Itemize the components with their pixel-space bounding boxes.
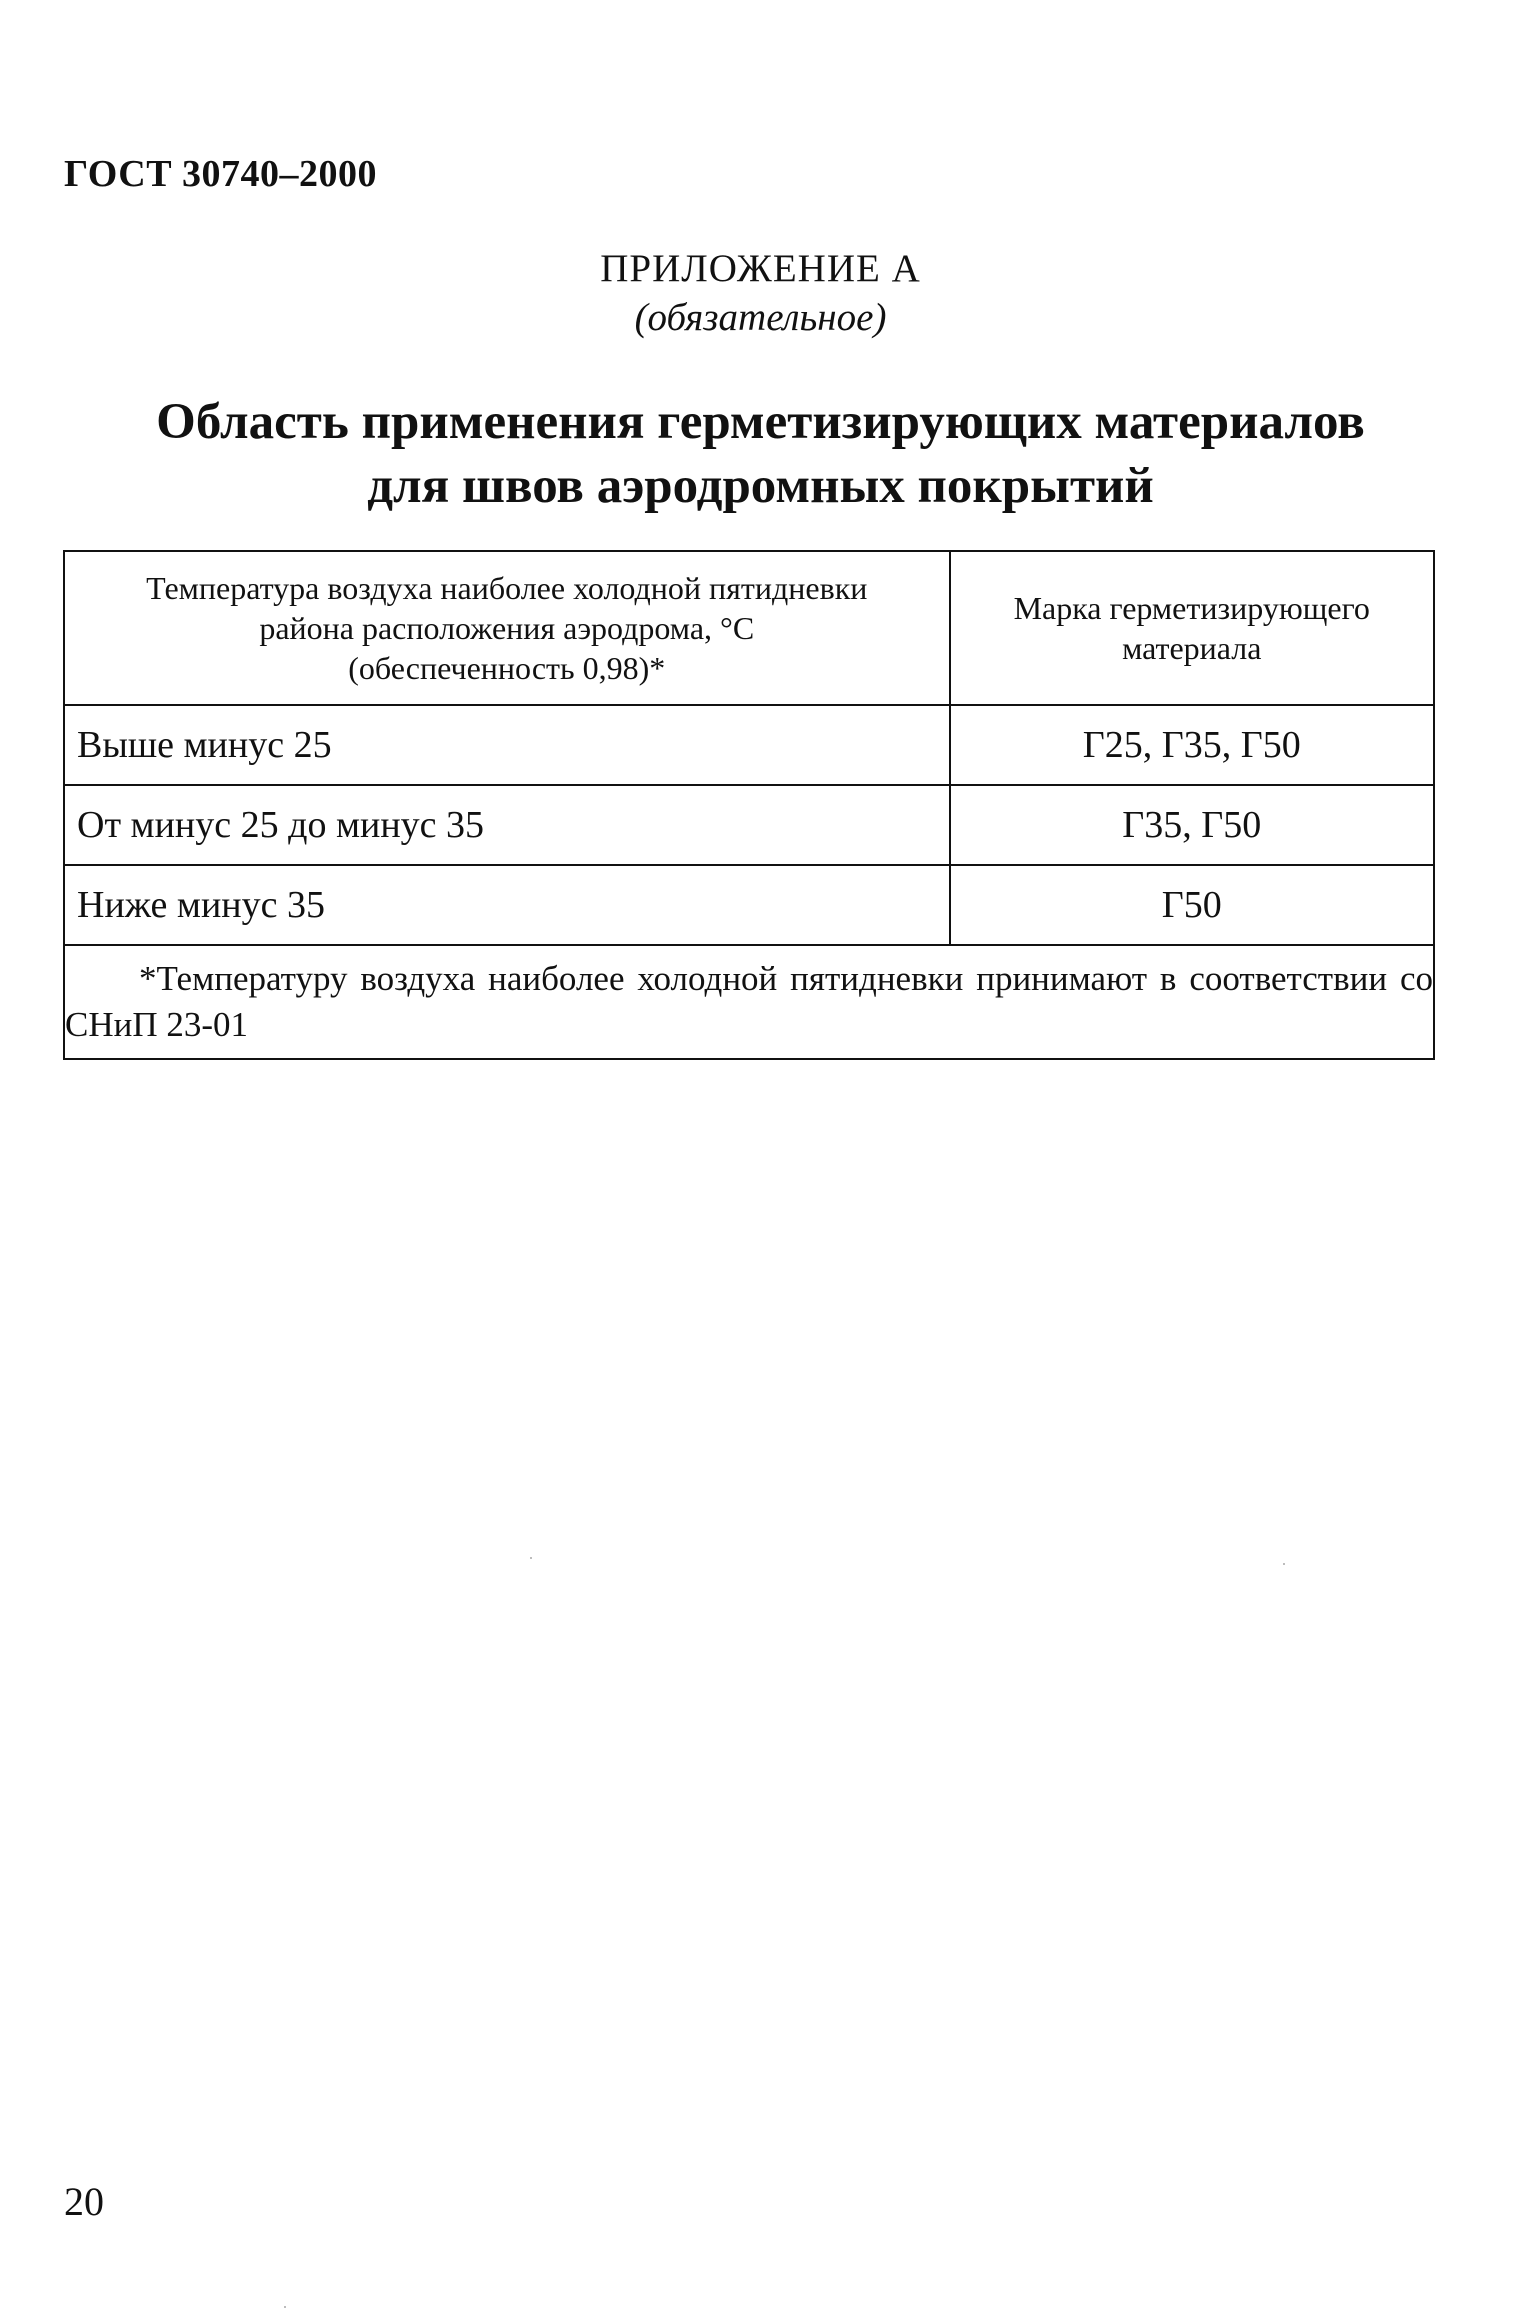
table-row [64, 865, 1434, 945]
materials-table [63, 550, 1435, 1060]
header-grade-cell [950, 551, 1435, 705]
header-temperature-line-2: района расположения аэродрома, °С [259, 610, 755, 646]
temperature-cell: От минус 25 до минус 35 [64, 785, 950, 865]
table-row [64, 705, 1434, 785]
temperature-cell: Выше минус 25 [64, 705, 950, 785]
table-footnote-row [64, 945, 1434, 1059]
header-temperature-cell [64, 551, 950, 705]
table-header-row [64, 551, 1434, 705]
page-title [0, 390, 1521, 518]
title-line-1: Область применения герметизирующих материалов [156, 394, 1365, 450]
header-grade-line-2: материала [1122, 630, 1262, 666]
header-temperature-line-3: (обеспеченность 0,98)* [348, 650, 666, 686]
grade-cell: Г50 [950, 865, 1435, 945]
scan-speck [284, 2306, 286, 2308]
page-number: 20 [64, 2179, 104, 2224]
appendix-label: ПРИЛОЖЕНИЕ А [600, 247, 921, 290]
header-grade-line-1: Марка герметизирующего [1013, 590, 1370, 626]
table-row [64, 785, 1434, 865]
appendix-status: (обязательное) [634, 296, 887, 339]
grade-cell: Г25, Г35, Г50 [950, 705, 1435, 785]
header-temperature-line-1: Температура воздуха наиболее холодной пятидневки [146, 570, 868, 606]
temperature-cell: Ниже минус 35 [64, 865, 950, 945]
scan-speck [1283, 1563, 1285, 1565]
title-line-2: для швов аэродромных покрытий [367, 458, 1154, 514]
scan-speck [530, 1557, 532, 1559]
grade-cell: Г35, Г50 [950, 785, 1435, 865]
table-footnote: *Температуру воздуха наиболее холодной пятидневки принимают в соответствии со СНиП 23-01 [65, 959, 1433, 1044]
table-footnote-cell [64, 945, 1434, 1059]
document-code: ГОСТ 30740–2000 [64, 153, 378, 195]
